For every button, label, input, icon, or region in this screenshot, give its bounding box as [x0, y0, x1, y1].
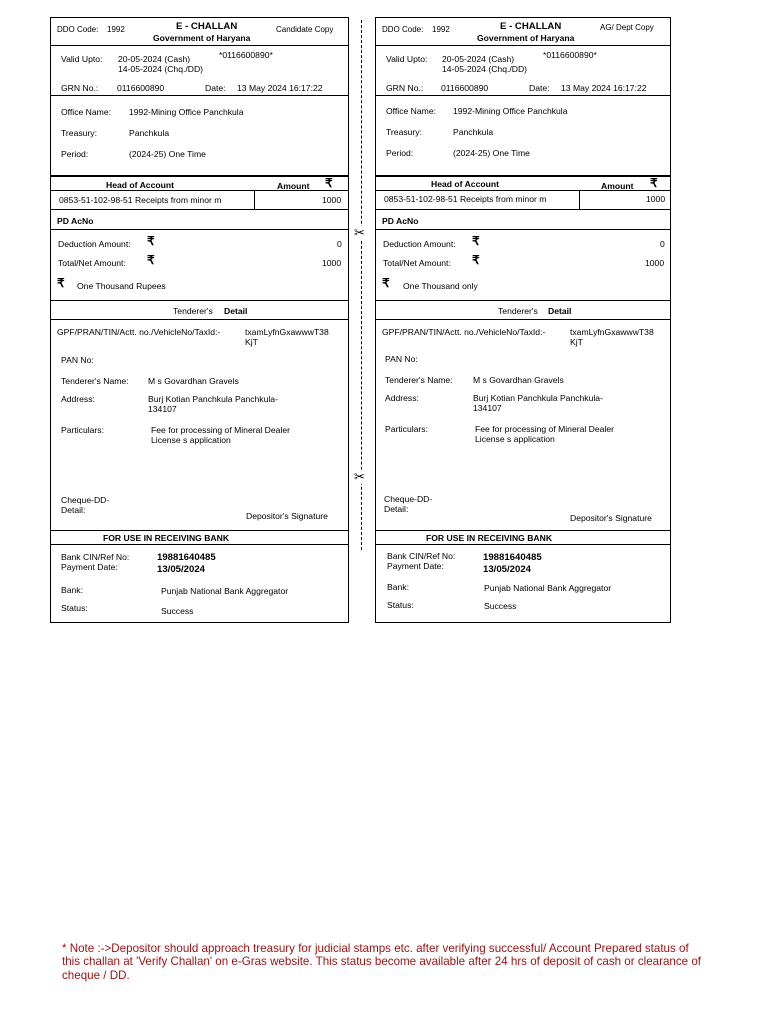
rupee-icon: ₹ [57, 276, 65, 290]
depositor-signature: Depositor's Signature [246, 511, 328, 521]
treasury-note: * Note :->Depositor should approach treasury for judicial stamps etc. after verifying successful/ Account Prepared status of this challan at 'Verify Challan' on e-Gras website. This status become available after 24 hrs of deposit of cash or clearance of cheque / DD. [62, 942, 701, 982]
bank-section [376, 545, 670, 623]
head-of-account-row [51, 191, 348, 210]
period-value: (2024-25) One Time [129, 149, 206, 159]
address-value: Burj Kotian Panchkula Panchkula- [148, 394, 278, 404]
bank-section [51, 545, 348, 623]
challan-title: E - CHALLAN [176, 21, 238, 32]
office-value: 1992-Mining Office Panchkula [453, 106, 568, 116]
tenderer-detail-header [51, 300, 348, 320]
particulars-label: Particulars: [385, 424, 428, 434]
amount-value: 1000 [646, 194, 666, 204]
scissors-icon: ✂ [354, 225, 365, 240]
deduction-label: Deduction Amount: [58, 239, 131, 249]
tenderer-prefix: Tenderer's [173, 306, 213, 316]
bank-value: Punjab National Bank Aggregator [484, 583, 612, 593]
challan-header [51, 18, 348, 45]
payment-date-value: 13/05/2024 [157, 564, 206, 575]
scissors-icon: ✂ [354, 469, 365, 484]
total-label: Total/Net Amount: [58, 258, 126, 268]
grn-label: GRN No.: [386, 83, 424, 93]
tenderer-name-value: M s Govardhan Gravels [148, 376, 239, 386]
amounts-section [51, 230, 348, 300]
challan-header [376, 18, 670, 45]
address-label: Address: [385, 393, 419, 403]
particulars-label: Particulars: [61, 425, 104, 435]
cell-divider [254, 191, 255, 210]
tenderer-section [51, 320, 348, 531]
tenderer-name-label: Tenderer's Name: [61, 376, 129, 386]
rupee-icon: ₹ [382, 276, 390, 290]
depositor-signature: Depositor's Signature [570, 513, 652, 523]
tenderer-detail-header [376, 300, 670, 320]
payment-date-value: 13/05/2024 [483, 564, 532, 575]
bank-label: Bank: [61, 585, 83, 595]
cheque-label: Cheque-DD- [384, 494, 433, 504]
pd-acno-row [51, 210, 348, 230]
period-value: (2024-25) One Time [453, 148, 530, 158]
challan-subtitle: Government of Haryana [477, 33, 575, 43]
challan-title: E - CHALLAN [500, 21, 562, 32]
copy-type: AG/ Dept Copy [600, 23, 654, 32]
tenderer-detail: Detail [224, 306, 248, 316]
gpf-value-cont: KjT [570, 337, 583, 347]
valid-chq: 14-05-2024 (Chq./DD) [442, 64, 528, 74]
rupee-icon: ₹ [472, 253, 480, 267]
status-label: Status: [61, 603, 88, 613]
head-value: 0853-51-102-98-51 Receipts from minor m [384, 194, 547, 204]
date-value: 13 May 2024 16:17:22 [561, 83, 647, 93]
tenderer-name-value: M s Govardhan Gravels [473, 375, 564, 385]
total-value: 1000 [645, 258, 665, 268]
challan-dept-copy [375, 17, 671, 623]
office-value: 1992-Mining Office Panchkula [129, 107, 244, 117]
bank-value: Punjab National Bank Aggregator [161, 586, 289, 596]
valid-chq: 14-05-2024 (Chq./DD) [118, 64, 204, 74]
amount-value: 1000 [322, 195, 342, 205]
pd-acno-row [376, 210, 670, 230]
particulars-value-cont: License s application [475, 434, 555, 444]
address-value-cont: 134107 [148, 404, 177, 414]
cheque-label-cont: Detail: [61, 505, 86, 515]
payment-date-label: Payment Date: [387, 561, 444, 571]
pd-label: PD AcNo [382, 216, 419, 226]
status-label: Status: [387, 600, 414, 610]
deduction-value: 0 [660, 239, 665, 249]
gpf-value: txamLyfnGxawwwT38 [245, 327, 329, 337]
treasury-value: Panchkula [129, 128, 170, 138]
tenderer-prefix: Tenderer's [498, 306, 538, 316]
head-value: 0853-51-102-98-51 Receipts from minor m [59, 195, 222, 205]
amount-in-words: One Thousand Rupees [77, 281, 166, 291]
tenderer-detail: Detail [548, 306, 572, 316]
address-label: Address: [61, 394, 95, 404]
tenderer-section [376, 320, 670, 531]
head-label: Head of Account [106, 180, 174, 190]
bank-section-title: FOR USE IN RECEIVING BANK [103, 533, 230, 543]
gpf-label: GPF/PRAN/TIN/Actt. no./VehicleNo/TaxId:- [382, 327, 546, 337]
payment-date-label: Payment Date: [61, 562, 118, 572]
copy-type: Candidate Copy [276, 25, 334, 34]
rupee-icon: ₹ [472, 234, 480, 248]
date-label: Date: [205, 83, 226, 93]
office-label: Office Name: [61, 107, 111, 117]
period-label: Period: [386, 148, 414, 158]
grn-label: GRN No.: [61, 83, 99, 93]
particulars-value: Fee for processing of Mineral Dealer [151, 425, 290, 435]
bank-label: Bank: [387, 582, 409, 592]
treasury-label: Treasury: [386, 127, 422, 137]
amounts-section [376, 230, 670, 300]
amount-label: Amount [601, 181, 634, 191]
barcode-text: *0116600890* [219, 50, 273, 60]
particulars-value-cont: License s application [151, 435, 231, 445]
grn-value: 0116600890 [117, 83, 165, 93]
cin-value: 19881640485 [157, 552, 216, 563]
total-value: 1000 [322, 258, 342, 268]
head-of-account-row [376, 191, 670, 210]
cin-label: Bank CIN/Ref No: [61, 552, 130, 562]
valid-label: Valid Upto: [61, 54, 103, 64]
head-of-account-header [51, 175, 348, 191]
gpf-value: txamLyfnGxawwwT38 [570, 327, 654, 337]
grn-value: 0116600890 [441, 83, 489, 93]
rupee-icon: ₹ [325, 176, 333, 190]
pan-label: PAN No: [385, 354, 418, 364]
tenderer-name-label: Tenderer's Name: [385, 375, 453, 385]
receiving-bank-header [376, 530, 670, 545]
cin-label: Bank CIN/Ref No: [387, 551, 456, 561]
ddo-label: DDO Code: [57, 25, 99, 34]
challan-candidate-copy [50, 17, 349, 623]
office-label: Office Name: [386, 106, 436, 116]
head-label: Head of Account [431, 179, 499, 189]
deduction-label: Deduction Amount: [383, 239, 456, 249]
status-value: Success [484, 601, 517, 611]
bank-section-title: FOR USE IN RECEIVING BANK [426, 533, 553, 543]
cheque-label-cont: Detail: [384, 504, 409, 514]
office-section [51, 95, 348, 173]
validity-section [51, 45, 348, 95]
gpf-value-cont: KjT [245, 337, 258, 347]
cin-value: 19881640485 [483, 552, 542, 563]
challan-subtitle: Government of Haryana [153, 33, 251, 43]
cheque-label: Cheque-DD- [61, 495, 110, 505]
gpf-label: GPF/PRAN/TIN/Actt. no./VehicleNo/TaxId:- [57, 327, 221, 337]
total-label: Total/Net Amount: [383, 258, 451, 268]
validity-section [376, 45, 670, 95]
pd-label: PD AcNo [57, 216, 94, 226]
treasury-value: Panchkula [453, 127, 494, 137]
head-of-account-header [376, 175, 670, 191]
address-value-cont: 134107 [473, 403, 502, 413]
rupee-icon: ₹ [147, 253, 155, 267]
ddo-code: 1992 [432, 25, 450, 34]
amount-in-words: One Thousand only [403, 281, 478, 291]
rupee-icon: ₹ [650, 176, 658, 190]
date-label: Date: [529, 83, 550, 93]
receiving-bank-header [51, 530, 348, 545]
deduction-value: 0 [337, 239, 342, 249]
date-value: 13 May 2024 16:17:22 [237, 83, 323, 93]
period-label: Period: [61, 149, 89, 159]
pan-label: PAN No: [61, 355, 94, 365]
office-section [376, 95, 670, 173]
status-value: Success [161, 606, 194, 616]
particulars-value: Fee for processing of Mineral Dealer [475, 424, 614, 434]
barcode-text: *0116600890* [543, 50, 597, 60]
amount-label: Amount [277, 181, 310, 191]
ddo-code: 1992 [107, 25, 125, 34]
address-value: Burj Kotian Panchkula Panchkula- [473, 393, 603, 403]
rupee-icon: ₹ [147, 234, 155, 248]
valid-cash: 20-05-2024 (Cash) [118, 54, 191, 64]
cell-divider [579, 191, 580, 210]
valid-label: Valid Upto: [386, 54, 428, 64]
ddo-label: DDO Code: [382, 25, 424, 34]
valid-cash: 20-05-2024 (Cash) [442, 54, 515, 64]
treasury-label: Treasury: [61, 128, 97, 138]
